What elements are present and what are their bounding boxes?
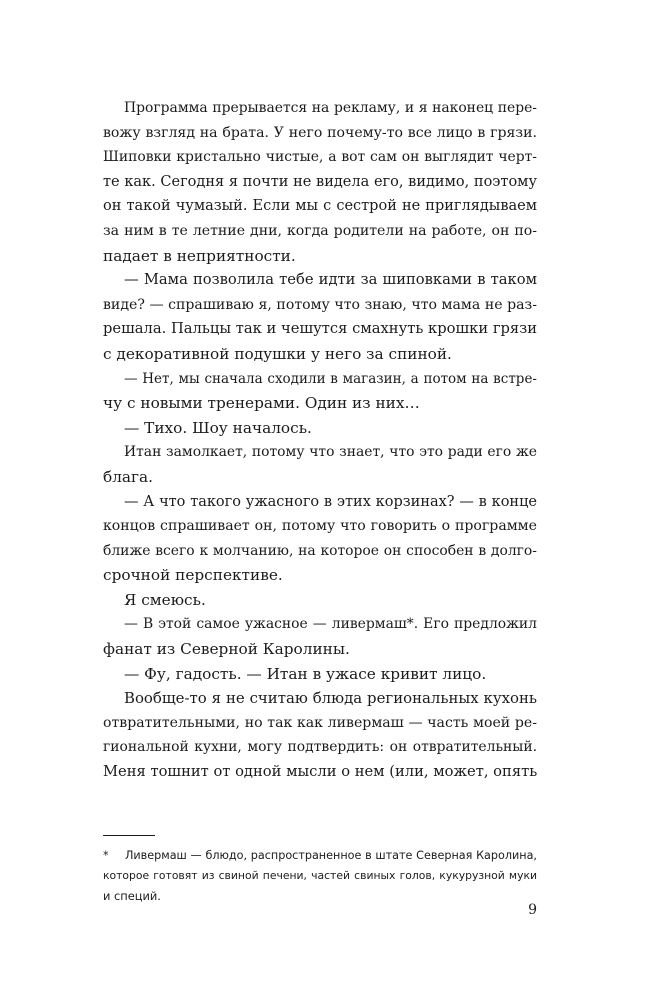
- footnote-line: и специй.: [103, 889, 161, 903]
- text-line: отвратительными, но так как ливермаш — часть моей ре-: [103, 714, 537, 731]
- text-line: Программа прерывается на рекламу, и я наконец пере-: [124, 100, 537, 116]
- footnote-divider: [103, 835, 155, 836]
- text-line: — Нет, мы сначала сходили в магазин, а потом на встре-: [124, 370, 537, 387]
- text-line: вожу взгляд на брата. У него почему-то все лицо в грязи.: [103, 124, 537, 141]
- text-line: ближе всего к молчанию, на которое он способен в долго-: [103, 542, 537, 559]
- text-line: фанат из Северной Каролины.: [103, 640, 350, 659]
- text-line: Меня тошнит от одной мысли о нем (или, может, опять: [103, 763, 538, 781]
- footnote-line: [103, 846, 537, 866]
- text-line: он такой чумазый. Если мы с сестрой не приглядываем: [103, 198, 537, 215]
- text-line: концов спрашивает он, потому что говорить о программе: [103, 518, 537, 535]
- text-line: с декоративной подушки у него за спиной.: [103, 344, 452, 363]
- page-number: 9: [528, 902, 537, 918]
- footnote-line: которое готовят из свиной печени, частей свиных голов, кукурузной муки: [103, 869, 537, 882]
- text-line: — В этой самое ужасное — ливермаш*. Его предложил: [124, 616, 537, 633]
- text-line: виде? — спрашиваю я, потому что знаю, что мама не раз-: [103, 296, 537, 313]
- text-line: решала. Пальцы так и чешутся смахнуть крошки грязи: [103, 320, 537, 338]
- text-line: падает в неприятности.: [103, 246, 296, 265]
- footnote-marker: *: [103, 849, 109, 862]
- text-line: за ним в те летние дни, когда родители на работе, он по-: [103, 222, 537, 239]
- text-line: те как. Сегодня я почти не видела его, видимо, поэтому: [103, 173, 537, 190]
- text-line: Я смеюсь.: [124, 590, 206, 609]
- text-line: — Тихо. Шоу началось.: [124, 418, 312, 437]
- text-line: — А что такого ужасного в этих корзинах? — в конце: [124, 493, 537, 510]
- text-line: Шиповки кристально чистые, а вот сам он выглядит черт-: [103, 149, 537, 166]
- text-line: Итан замолкает, потому что знает, что это ради его же: [124, 444, 537, 461]
- text-line: — Фу, гадость. — Итан в ужасе кривит лицо.: [124, 664, 487, 683]
- footnote: [103, 846, 537, 906]
- text-line: чу с новыми тренерами. Один из них…: [103, 394, 420, 413]
- text-line: — Мама позволила тебе идти за шиповками в таком: [124, 271, 537, 289]
- footnote-text: Ливермаш — блюдо, распространенное в штате Северная Каролина,: [125, 849, 537, 862]
- text-line: блага.: [103, 467, 154, 486]
- body-text: [103, 96, 537, 785]
- text-line: гиональной кухни, могу подтвердить: он отвратительный.: [103, 739, 537, 756]
- text-line: срочной перспективе.: [103, 566, 283, 585]
- text-line: Вообще-то я не считаю блюда региональных кухонь: [124, 689, 537, 708]
